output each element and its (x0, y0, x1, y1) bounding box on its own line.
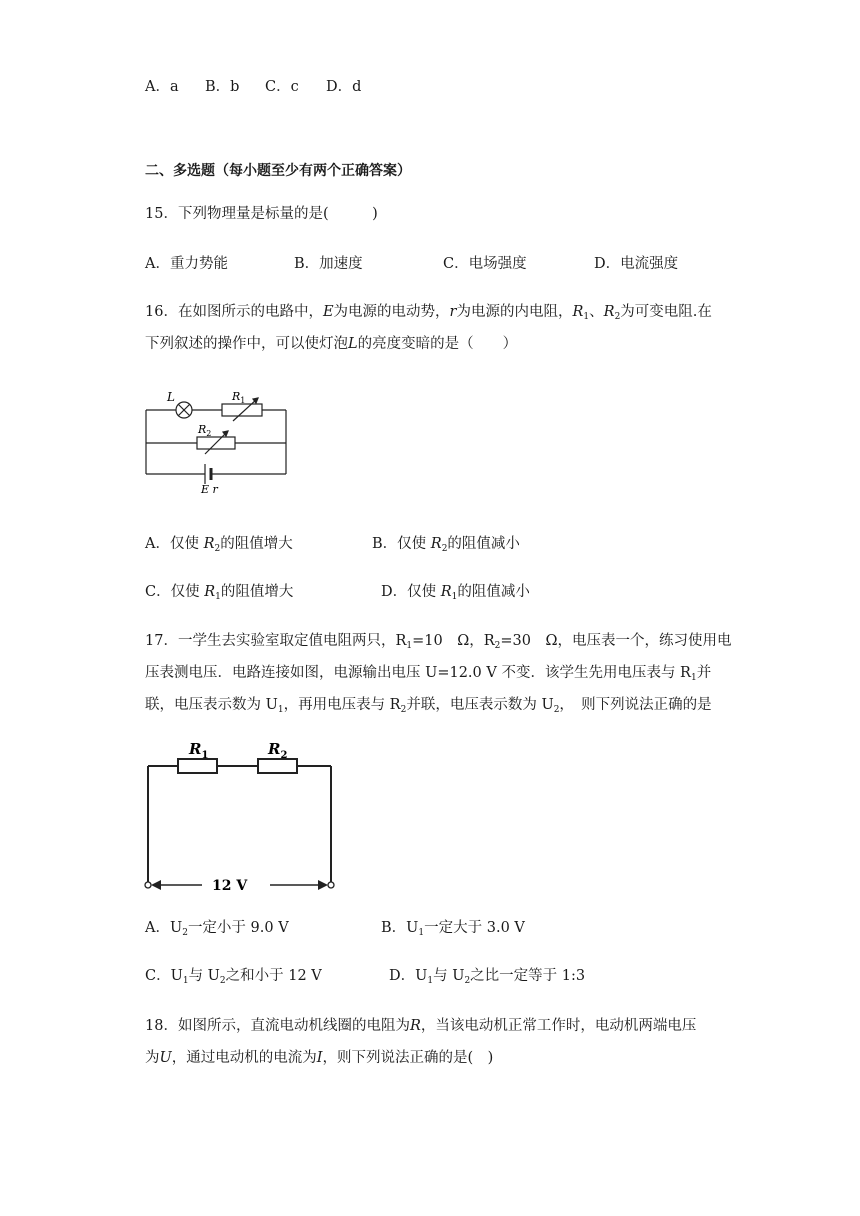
r1-label: $R_1$ (189, 740, 209, 761)
q16-option-a: A．仅使 $R_2$的阻值增大 (145, 536, 293, 554)
terminal-right (328, 882, 334, 888)
voltage-label: 12 V (212, 878, 248, 893)
r2-label: $R_2$ (268, 740, 288, 761)
q16-stem-line2: 下列叙述的操作中，可以使灯泡L的亮度变暗的是（ ） (145, 336, 518, 352)
q17-option-d: D．$U_1$与 $U_2$之比一定等于 1:3 (389, 968, 586, 986)
q17-option-a: A．$U_2$一定小于 9.0 V (145, 920, 289, 938)
battery-label: E r (201, 483, 218, 496)
r2-label: $R_2$ (198, 423, 212, 438)
q18-stem-line2: 为U，通过电动机的电流为I，则下列说法正确的是( ) (145, 1050, 494, 1066)
q17-circuit-diagram (140, 738, 340, 893)
q16-option-c: C．仅使 $R_1$的阻值增大 (145, 584, 294, 602)
terminal-left (145, 882, 151, 888)
q17-stem-line3: 联，电压表示数为 $U_1$，再用电压表与 $R_2$并联，电压表示数为 $U_2$， 则下列说法正确的是 (145, 697, 712, 715)
section-title: 二、多选题（每小题至少有两个正确答案） (145, 163, 411, 179)
q17-option-b: B．$U_1$一定大于 3.0 V (381, 920, 525, 938)
q16-circuit-diagram (140, 385, 300, 497)
q14-option-a: A．a (145, 79, 179, 95)
q18-stem-line1: 18．如图所示，直流电动机线圈的电阻为R，当该电动机正常工作时，电动机两端电压 (145, 1018, 697, 1034)
battery-symbol (205, 464, 211, 484)
q14-option-c: C．c (265, 79, 299, 95)
q17-stem-line2: 压表测电压．电路连接如图，电源输出电压 U=12.0 V 不变．该学生先用电压表与 $R_1$并 (145, 665, 712, 683)
q15-stem: 15．下列物理量是标量的是( ) (145, 206, 378, 222)
q16-stem-line1: 16．在如图所示的电路中，E为电源的电动势，r为电源的内电阻，$R_1$、$R_2$为可变电阻.在 (145, 304, 712, 322)
q15-option-b: B．加速度 (294, 256, 363, 272)
q15-option-c: C．电场强度 (443, 256, 527, 272)
q17-stem-line1: 17．一学生去实验室取定值电阻两只，$R_1=10$ Ω，$R_2=30$ Ω，电压表一个，练习使用电 (145, 633, 732, 651)
lamp-label: L (167, 390, 175, 404)
r1-label: $R_1$ (232, 390, 246, 405)
q14-option-d: D．d (326, 79, 362, 95)
q16-option-b: B．仅使 $R_2$的阻值减小 (372, 536, 520, 554)
q15-option-a: A．重力势能 (145, 256, 228, 272)
lamp-symbol (176, 402, 192, 418)
q15-option-d: D．电流强度 (594, 256, 679, 272)
q14-option-b: B．b (205, 79, 240, 95)
q17-option-c: C．$U_1$与 $U_2$之和小于 12 V (145, 968, 322, 986)
q16-option-d: D．仅使 $R_1$的阻值减小 (381, 584, 530, 602)
